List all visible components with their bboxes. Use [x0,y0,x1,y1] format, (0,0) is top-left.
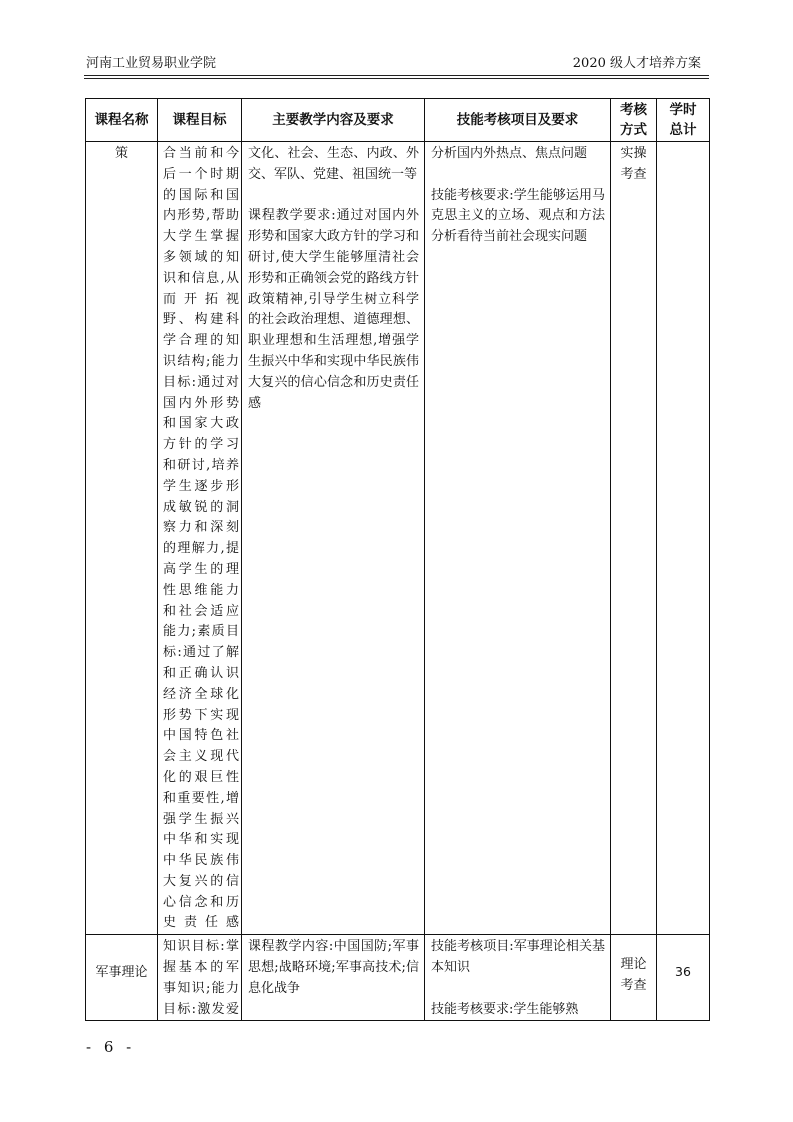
table-header-row [86,99,710,142]
skill-item-text: 分析国内外热点、焦点问题 [431,146,588,161]
page-number: - 6 - [86,1038,136,1056]
header-rule [84,75,709,76]
total-hours-cell [657,142,710,935]
col-header-course-name: 课程名称 [86,99,158,142]
table-row [86,142,710,935]
course-name-cell: 策 [86,142,158,935]
course-goal-cell: 合当前和今后一个时期的国际和国内形势,帮助大学生掌握多领域的知识和信息,从而开拓视野、构建科学合理的知识结构;能力目标:通过对国内外形势和国家大政方针的学习和研讨,培养学生逐步形成敏锐的洞察力和深刻的理解力,提高学生的理性思维能力和社会适应能力;素质目标:通过了解和正确认识经济全球化形势下实现中国特色社会主义现代化的艰巨性和重要性,增强学生振兴中华和实现中华民族伟大复兴的信心信念和历史责任感 [158,142,242,935]
skill-requirement-text: 技能考核要求:学生能够熟 [431,1001,579,1017]
skill-item-text: 技能考核项目:军事理论相关基本知识 [431,939,605,976]
header-plan-title: 2020 级人才培养方案 [572,56,701,71]
col-header-skill-assessment: 技能考核项目及要求 [425,99,611,142]
skill-requirement-text: 技能考核要求:学生能够运用马克思主义的立场、观点和方法分析看待当前社会现实问题 [431,187,605,245]
assessment-method-cell: 理论考查 [611,935,657,1021]
header-rule-thin [84,78,709,79]
col-header-total-hours: 学时总计 [657,99,710,142]
course-name-cell: 军事理论 [86,935,158,1021]
teaching-content-cell: 课程教学内容:中国国防;军事思想;战略环境;军事高技术;信息化战争 [242,935,425,1021]
col-header-course-goal: 课程目标 [158,99,242,142]
skill-assessment-cell [425,935,611,1021]
skill-assessment-cell [425,142,611,935]
teaching-requirement-text: 课程教学要求:通过对国内外形势和国家大政方针的学习和研讨,使大学生能够厘清社会形势和正确领会党的路线方针政策精神,引导学生树立科学的社会政治理想、道德理想、职业理想和生活理想,增强学生振兴中华和实现中华民族伟大复兴的信心信念和历史责任感 [248,208,419,411]
teaching-content-cell [242,142,425,935]
teaching-content-text: 文化、社会、生态、内政、外交、军队、党建、祖国统一等 [248,146,419,182]
course-goal-cell: 知识目标:掌握基本的军事知识;能力目标:激发爱 [158,935,242,1021]
assessment-method-cell: 实操考查 [611,142,657,935]
total-hours-cell: 36 [657,935,710,1021]
col-header-teaching-content: 主要教学内容及要求 [242,99,425,142]
header-school-name: 河南工业贸易职业学院 [86,56,217,71]
col-header-assessment-method: 考核方式 [611,99,657,142]
curriculum-table [85,98,710,1021]
table-row [86,935,710,1021]
